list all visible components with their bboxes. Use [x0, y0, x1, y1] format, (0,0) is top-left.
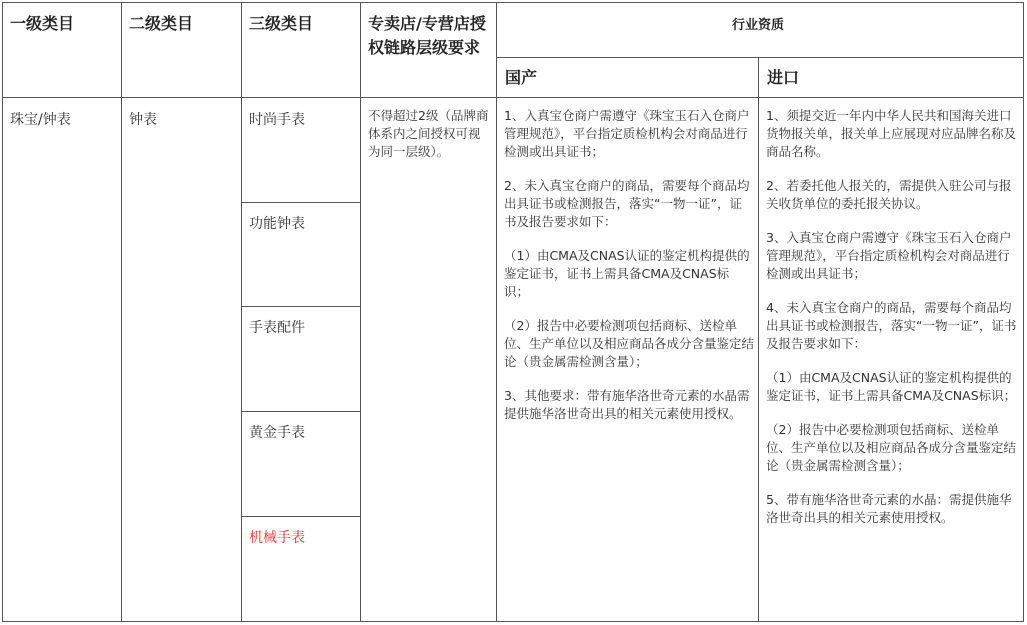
domestic-paragraph: 1、入真宝仓商户需遵守《珠宝玉石入仓商户管理规范》，平台指定质检机构会对商品进行检测或出具证书；: [504, 108, 750, 159]
domestic-qualification-list: [504, 107, 754, 439]
domestic-paragraph: （2）报告中必要检测项包括商标、送检单位、生产单位以及相应商品各成分含量鉴定结论（贵金属需检测含量）；: [504, 318, 755, 369]
header-domestic: 国产: [505, 68, 538, 87]
level3-divider-3: [241, 411, 361, 412]
header-level3: 三级类目: [249, 14, 314, 33]
level3-item-watch-accessories: 手表配件: [249, 320, 305, 336]
industry-subheader-divider: [496, 57, 1024, 58]
header-level2: 二级类目: [129, 14, 194, 33]
col-divider-1: [121, 2, 122, 622]
header-bottom-divider: [2, 97, 1024, 98]
table-border-right: [1023, 2, 1024, 622]
imported-paragraph: 3、入真宝仓商户需遵守《珠宝玉石入仓商户管理规范》，平台指定质检机构会对商品进行检测或出具证书；: [766, 230, 1012, 281]
col-divider-5: [758, 57, 759, 622]
table-border-bottom: [2, 621, 1024, 622]
level3-divider-2: [241, 306, 361, 307]
col-divider-4: [496, 2, 497, 622]
level3-item-fashion-watch: 时尚手表: [249, 112, 305, 128]
qualification-table: [2, 2, 1024, 622]
header-level1: 一级类目: [10, 14, 75, 33]
col-divider-3: [360, 2, 361, 622]
imported-paragraph: 2、若委托他人报关的，需提供入驻公司与报关收货单位的委托报关协议。: [766, 178, 1012, 211]
header-auth-requirement: 专卖店/专营店授权链路层级要求: [368, 14, 486, 57]
imported-qualification-list: [766, 107, 1018, 543]
imported-paragraph: 4、未入真宝仓商户的商品，需要每个商品均出具证书或检测报告，落实“一物一证”，证书及报告要求如下：: [766, 300, 1017, 351]
imported-paragraph: （1）由CMA及CNAS认证的鉴定机构提供的鉴定证书，证书上需具备CMA及CNAS标识；: [766, 370, 1017, 403]
imported-paragraph: 1、须提交近一年内中华人民共和国海关进口货物报关单，报关单上应展现对应品牌名称及商品名称。: [766, 108, 1017, 159]
header-industry-qualification: 行业资质: [732, 18, 785, 33]
level3-item-mechanical-watch: 机械手表: [249, 530, 305, 546]
table-border-left: [2, 2, 3, 622]
domestic-paragraph: （1）由CMA及CNAS认证的鉴定机构提供的鉴定证书，证书上需具备CMA及CNAS标识；: [504, 248, 750, 299]
domestic-paragraph: 2、未入真宝仓商户的商品，需要每个商品均出具证书或检测报告，落实“一物一证”，证书及报告要求如下：: [504, 178, 750, 229]
level3-item-gold-watch: 黄金手表: [249, 425, 305, 441]
domestic-paragraph: 3、其他要求：带有施华洛世奇元素的水晶需提供施华洛世奇出具的相关元素使用授权。: [504, 388, 750, 421]
imported-paragraph: 5、带有施华洛世奇元素的水晶：需提供施华洛世奇出具的相关元素使用授权。: [766, 492, 1012, 525]
header-imported: 进口: [767, 68, 800, 87]
level2-category: 钟表: [129, 112, 157, 128]
col-divider-2: [241, 2, 242, 622]
level3-divider-4: [241, 516, 361, 517]
table-border-top: [2, 2, 1024, 3]
imported-paragraph: （2）报告中必要检测项包括商标、送检单位、生产单位以及相应商品各成分含量鉴定结论（贵金属需检测含量）；: [766, 422, 1017, 473]
auth-requirement-text: 不得超过2级（品牌商体系内之间授权可视为同一层级）。: [368, 108, 489, 159]
level3-divider-1: [241, 202, 361, 203]
level1-category: 珠宝/钟表: [10, 112, 71, 128]
level3-item-functional-clock: 功能钟表: [249, 216, 305, 232]
